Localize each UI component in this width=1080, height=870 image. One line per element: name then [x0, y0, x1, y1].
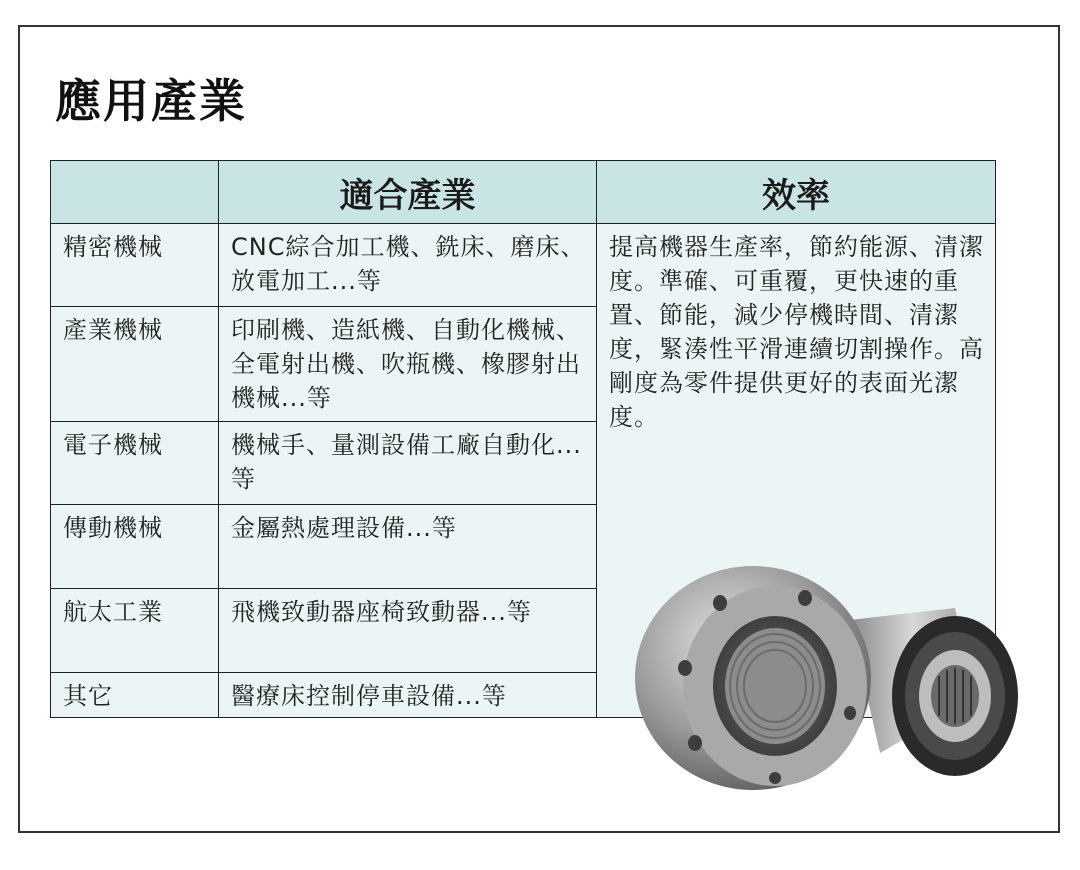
industries-cell: 金屬熱處理設備...等: [219, 505, 597, 589]
table-header-row: [51, 161, 996, 224]
industries-cell: 醫療床控制停車設備...等: [219, 673, 597, 718]
industries-cell: 機械手、量測設備工廠自動化...等: [219, 422, 597, 505]
header-efficiency: 效率: [597, 161, 996, 224]
table-row: [51, 224, 996, 307]
industries-cell: CNC綜合加工機、銑床、磨床、放電加工...等: [219, 224, 597, 307]
category-cell: 航太工業: [51, 589, 219, 673]
category-cell: 產業機械: [51, 307, 219, 422]
category-cell: 傳動機械: [51, 505, 219, 589]
category-cell: 其它: [51, 673, 219, 718]
header-industries: 適合產業: [219, 161, 597, 224]
category-cell: 電子機械: [51, 422, 219, 505]
industries-cell: 飛機致動器座椅致動器...等: [219, 589, 597, 673]
page-title: 應用產業: [55, 74, 247, 128]
header-empty: [51, 161, 219, 224]
clutch-unit-left: [635, 566, 871, 790]
industries-cell: 印刷機、造紙機、自動化機械、全電射出機、吹瓶機、橡膠射出機械...等: [219, 307, 597, 422]
category-cell: 精密機械: [51, 224, 219, 307]
bearing-product-image: [625, 548, 1025, 793]
efficiency-cell: 提高機器生產率，節約能源、清潔度。準確、可重覆，更快速的重置、節能，減少停機時間、清潔度，緊湊性平滑連續切割操作。高剛度為零件提供更好的表面光潔度。: [597, 224, 996, 718]
clutch-unit-right: [850, 608, 1018, 776]
